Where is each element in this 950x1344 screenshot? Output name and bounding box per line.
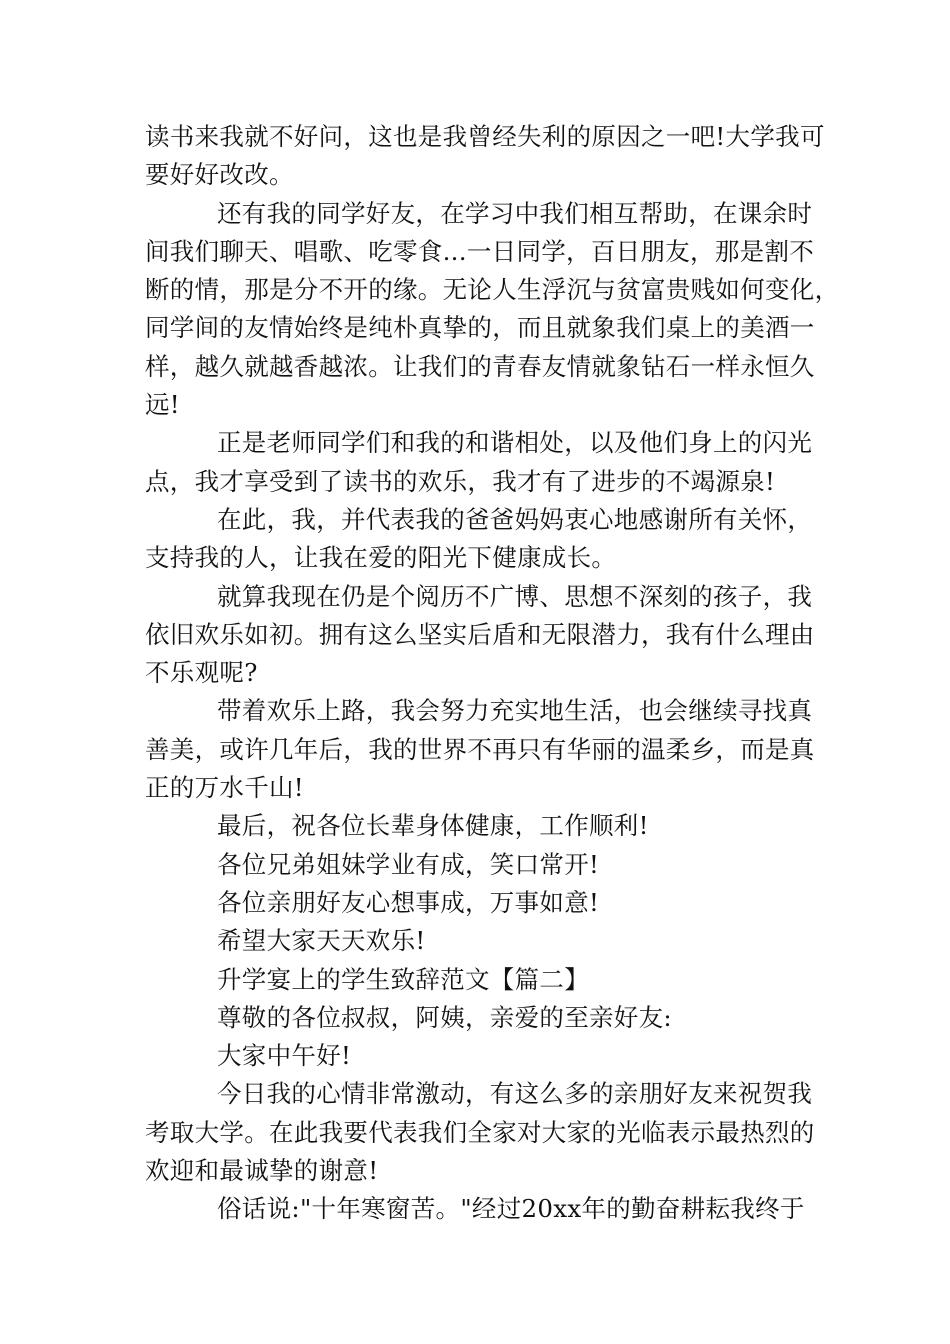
paragraph-line: 远! — [145, 390, 180, 420]
paragraph-line: 俗话说:"十年寒窗苦。"经过20xx年的勤奋耕耘我终于 — [217, 1194, 805, 1224]
section-heading: 升学宴上的学生致辞范文【篇二】 — [217, 964, 589, 994]
paragraph-line: 依旧欢乐如初。拥有这么坚实后盾和无限潜力，我有什么理由 — [145, 619, 815, 649]
greeting: 大家中午好! — [217, 1041, 352, 1071]
paragraph-line: 读书来我就不好问，这也是我曾经失利的原因之一吧!大学我可 — [145, 122, 825, 151]
paragraph-line: 各位兄弟姐妹学业有成，笑口常开! — [217, 849, 600, 879]
paragraph-line: 样，越久就越香越浓。让我们的青春友情就象钻石一样永恒久 — [145, 351, 815, 381]
paragraph-line: 最后，祝各位长辈身体健康，工作顺利! — [217, 811, 649, 841]
paragraph-line: 正是老师同学们和我的和谐相处，以及他们身上的闪光 — [217, 428, 813, 458]
paragraph-line: 点，我才享受到了读书的欢乐，我才有了进步的不竭源泉! — [145, 466, 776, 496]
paragraph-line: 考取大学。在此我要代表我们全家对大家的光临表示最热烈的 — [145, 1117, 815, 1147]
paragraph-line: 同学间的友情始终是纯朴真挚的，而且就象我们桌上的美酒一 — [145, 313, 815, 343]
paragraph-line: 正的万水千山! — [145, 773, 304, 803]
document-body — [145, 118, 840, 1229]
paragraph-line: 各位亲朋好友心想事成，万事如意! — [217, 887, 600, 917]
paragraph-line: 善美，或许几年后，我的世界不再只有华丽的温柔乡，而是真 — [145, 734, 815, 764]
paragraph-line: 欢迎和最诚挚的谢意! — [145, 1156, 379, 1186]
paragraph-line: 在此，我，并代表我的爸爸妈妈衷心地感谢所有关怀， — [217, 504, 813, 534]
paragraph-line: 间我们聊天、唱歌、吃零食...一日同学，百日朋友，那是割不 — [145, 236, 815, 266]
salutation: 尊敬的各位叔叔，阿姨，亲爱的至亲好友: — [217, 1002, 672, 1032]
paragraph-line: 希望大家天天欢乐! — [217, 926, 426, 956]
paragraph-line: 今日我的心情非常激动，有这么多的亲朋好友来祝贺我 — [217, 1079, 813, 1109]
paragraph-line: 支持我的人，让我在爱的阳光下健康成长。 — [145, 543, 617, 573]
paragraph-line: 断的情，那是分不开的缘。无论人生浮沉与贫富贵贱如何变化， — [145, 275, 840, 305]
paragraph-line: 就算我现在仍是个阅历不广博、思想不深刻的孩子，我 — [217, 581, 813, 611]
paragraph-line: 要好好改改。 — [145, 160, 294, 190]
paragraph-line: 还有我的同学好友，在学习中我们相互帮助，在课余时 — [217, 198, 813, 228]
paragraph-line: 不乐观呢? — [145, 658, 258, 688]
paragraph-line: 带着欢乐上路，我会努力充实地生活，也会继续寻找真 — [217, 696, 813, 726]
